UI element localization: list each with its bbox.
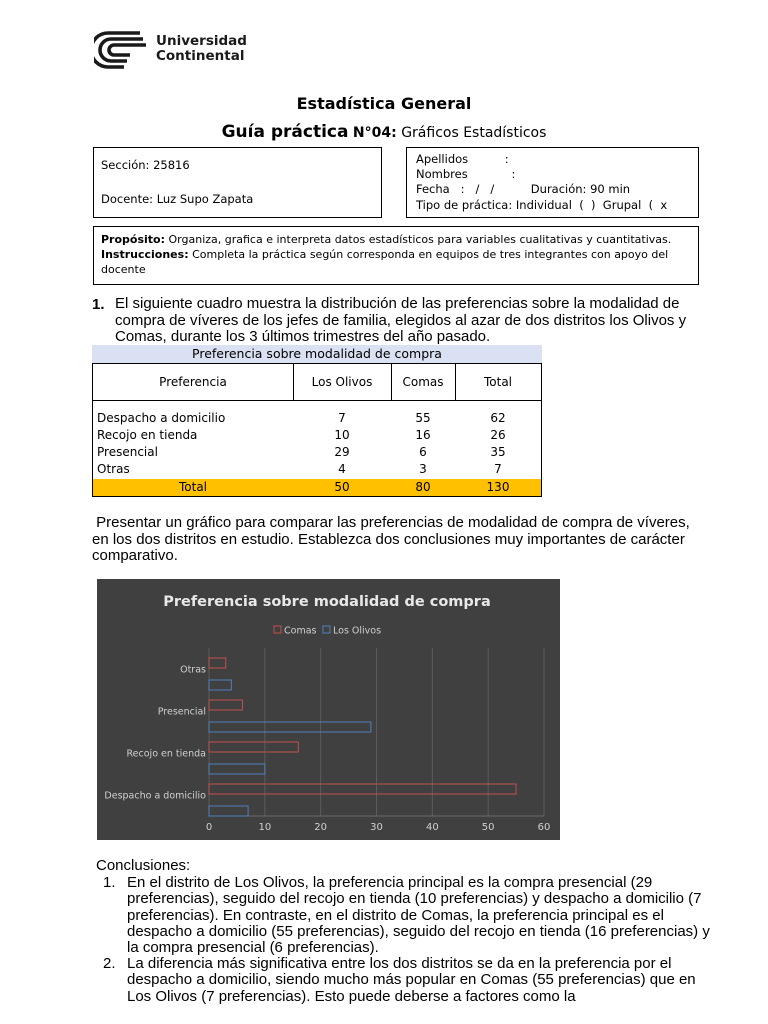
purpose-label: Propósito: (101, 233, 166, 246)
student-info-box (406, 147, 699, 218)
names-field[interactable]: Nombres : (416, 167, 516, 181)
y-category-label: Presencial (157, 706, 206, 718)
university-name-line1: Universidad (156, 33, 247, 49)
legend-label: Los Olivos (333, 625, 382, 637)
table-cell: 29 (334, 445, 350, 459)
conclusion-number: 2. (103, 955, 116, 972)
purpose-box (93, 226, 699, 285)
preference-bar-chart (97, 579, 560, 840)
x-tick-label: 30 (370, 822, 383, 833)
table-cell: Despacho a domicilio (97, 411, 226, 425)
section-info-box (93, 147, 382, 218)
x-tick-label: 40 (425, 822, 439, 833)
conclusion-item (103, 956, 723, 1005)
instructions-text: Completa la práctica según corresponda en equipos de tres integrantes con apoyo del docente (101, 248, 669, 276)
table-cell: 6 (419, 445, 427, 459)
y-category-label: Despacho a domicilio (104, 790, 206, 802)
chart-title: Preferencia sobre modalidad de compra (163, 594, 491, 610)
table-cell: Otras (97, 462, 130, 476)
y-category-label: Otras (180, 664, 206, 676)
table-row (93, 444, 541, 461)
table-cell: 4 (338, 462, 346, 476)
teacher-name: Docente: Luz Supo Zapata (101, 192, 254, 206)
preference-table (92, 363, 542, 497)
university-logo (94, 30, 150, 70)
table-divider (455, 364, 456, 400)
table-cell: 7 (338, 411, 346, 425)
y-category-label: Recojo en tienda (126, 748, 206, 760)
table-row (93, 461, 541, 478)
instructions-line (101, 247, 691, 277)
table-header-total: Total (483, 375, 513, 389)
surnames-field[interactable]: Apellidos : (416, 152, 509, 166)
document-title: Estadística General (296, 94, 472, 113)
table-header-comas: Comas (402, 375, 444, 389)
x-tick-label: 0 (205, 822, 213, 833)
question-text: El siguiente cuadro muestra la distribución de las preferencias sobre la modalidad de compra de víveres de los jefes de familia, elegidos al azar de dos distritos los Olivos y Comas, durante los 3 últimos trimestres del año pasado. (115, 295, 687, 345)
table-cell: Recojo en tienda (97, 428, 198, 442)
section-number: Sección: 25816 (101, 158, 190, 172)
instructions-label: Instrucciones: (101, 248, 189, 261)
document-subtitle (0, 122, 768, 142)
table-cell: 50 (334, 480, 350, 494)
guide-topic: Gráficos Estadísticos (401, 125, 547, 141)
table-row (93, 410, 541, 427)
table-cell: 62 (490, 411, 506, 425)
table-cell: 16 (415, 428, 431, 442)
table-divider (391, 364, 392, 400)
university-name-line2: Continental (156, 48, 245, 64)
table-cell: Presencial (97, 445, 158, 459)
guide-label: Guía práctica (221, 122, 349, 142)
table-cell: 26 (490, 428, 506, 442)
table-cell: 55 (415, 411, 431, 425)
purpose-line (101, 232, 691, 247)
purpose-text: Organiza, grafica e interpreta datos estadísticos para variables cualitativas y cuantitativas. (165, 233, 672, 246)
practice-type-field[interactable]: Tipo de práctica: Individual ( ) Grupal ( x (416, 198, 668, 212)
x-tick-label: 10 (258, 822, 272, 833)
table-total-row (93, 479, 541, 496)
conclusion-item (103, 875, 723, 956)
conclusion-text: La diferencia más significativa entre los dos distritos se da en la preferencia por el despacho a domicilio, siendo mucho más popular en Comas (55 preferencias) que en Los Olivos (7 preferencias). Esto puede deberse a factores como la (127, 955, 696, 1005)
table-cell: 35 (490, 445, 506, 459)
table-cell: 130 (486, 480, 510, 494)
table-header-los-olivos: Los Olivos (311, 375, 373, 389)
x-tick-label: 60 (537, 822, 551, 833)
table-cell: 3 (419, 462, 427, 476)
conclusions-title: Conclusiones: (96, 857, 191, 874)
table-caption: Preferencia sobre modalidad de compra (92, 345, 542, 363)
university-name (156, 34, 247, 64)
legend-label: Comas (284, 625, 317, 637)
question-number: 1. (92, 296, 105, 313)
table-cell: Total (178, 480, 208, 494)
table-header-preference: Preferencia (159, 375, 227, 389)
table-cell: 80 (415, 480, 431, 494)
table-cell: 10 (334, 428, 350, 442)
table-row (93, 427, 541, 444)
table-divider (293, 364, 294, 400)
task-text-content: Presentar un gráfico para comparar las preferencias de modalidad de compra de víveres, en los dos distritos en estudio. Establezca dos conclusiones muy importantes de carácter comparativo. (92, 514, 690, 564)
conclusion-text: En el distrito de Los Olivos, la preferencia principal es la compra presencial (29 preferencias), seguido del recojo en tienda (10 preferencias) y despacho a domicilio (7 preferencias). En contraste, en el distrito de Comas, la preferencia principal es el despacho a domicilio (55 preferencias), seguido del recojo en tienda (16 preferencias) y la compra presencial (6 preferencias). (127, 874, 710, 957)
x-tick-label: 20 (314, 822, 328, 833)
task-text (92, 515, 704, 565)
conclusion-number: 1. (103, 874, 116, 891)
date-duration-field[interactable]: Fecha : / / Duración: 90 min (416, 182, 631, 196)
table-header-divider (93, 400, 541, 401)
x-tick-label: 50 (481, 822, 495, 833)
table-cell: 7 (494, 462, 502, 476)
guide-number: N°04: (352, 125, 397, 141)
